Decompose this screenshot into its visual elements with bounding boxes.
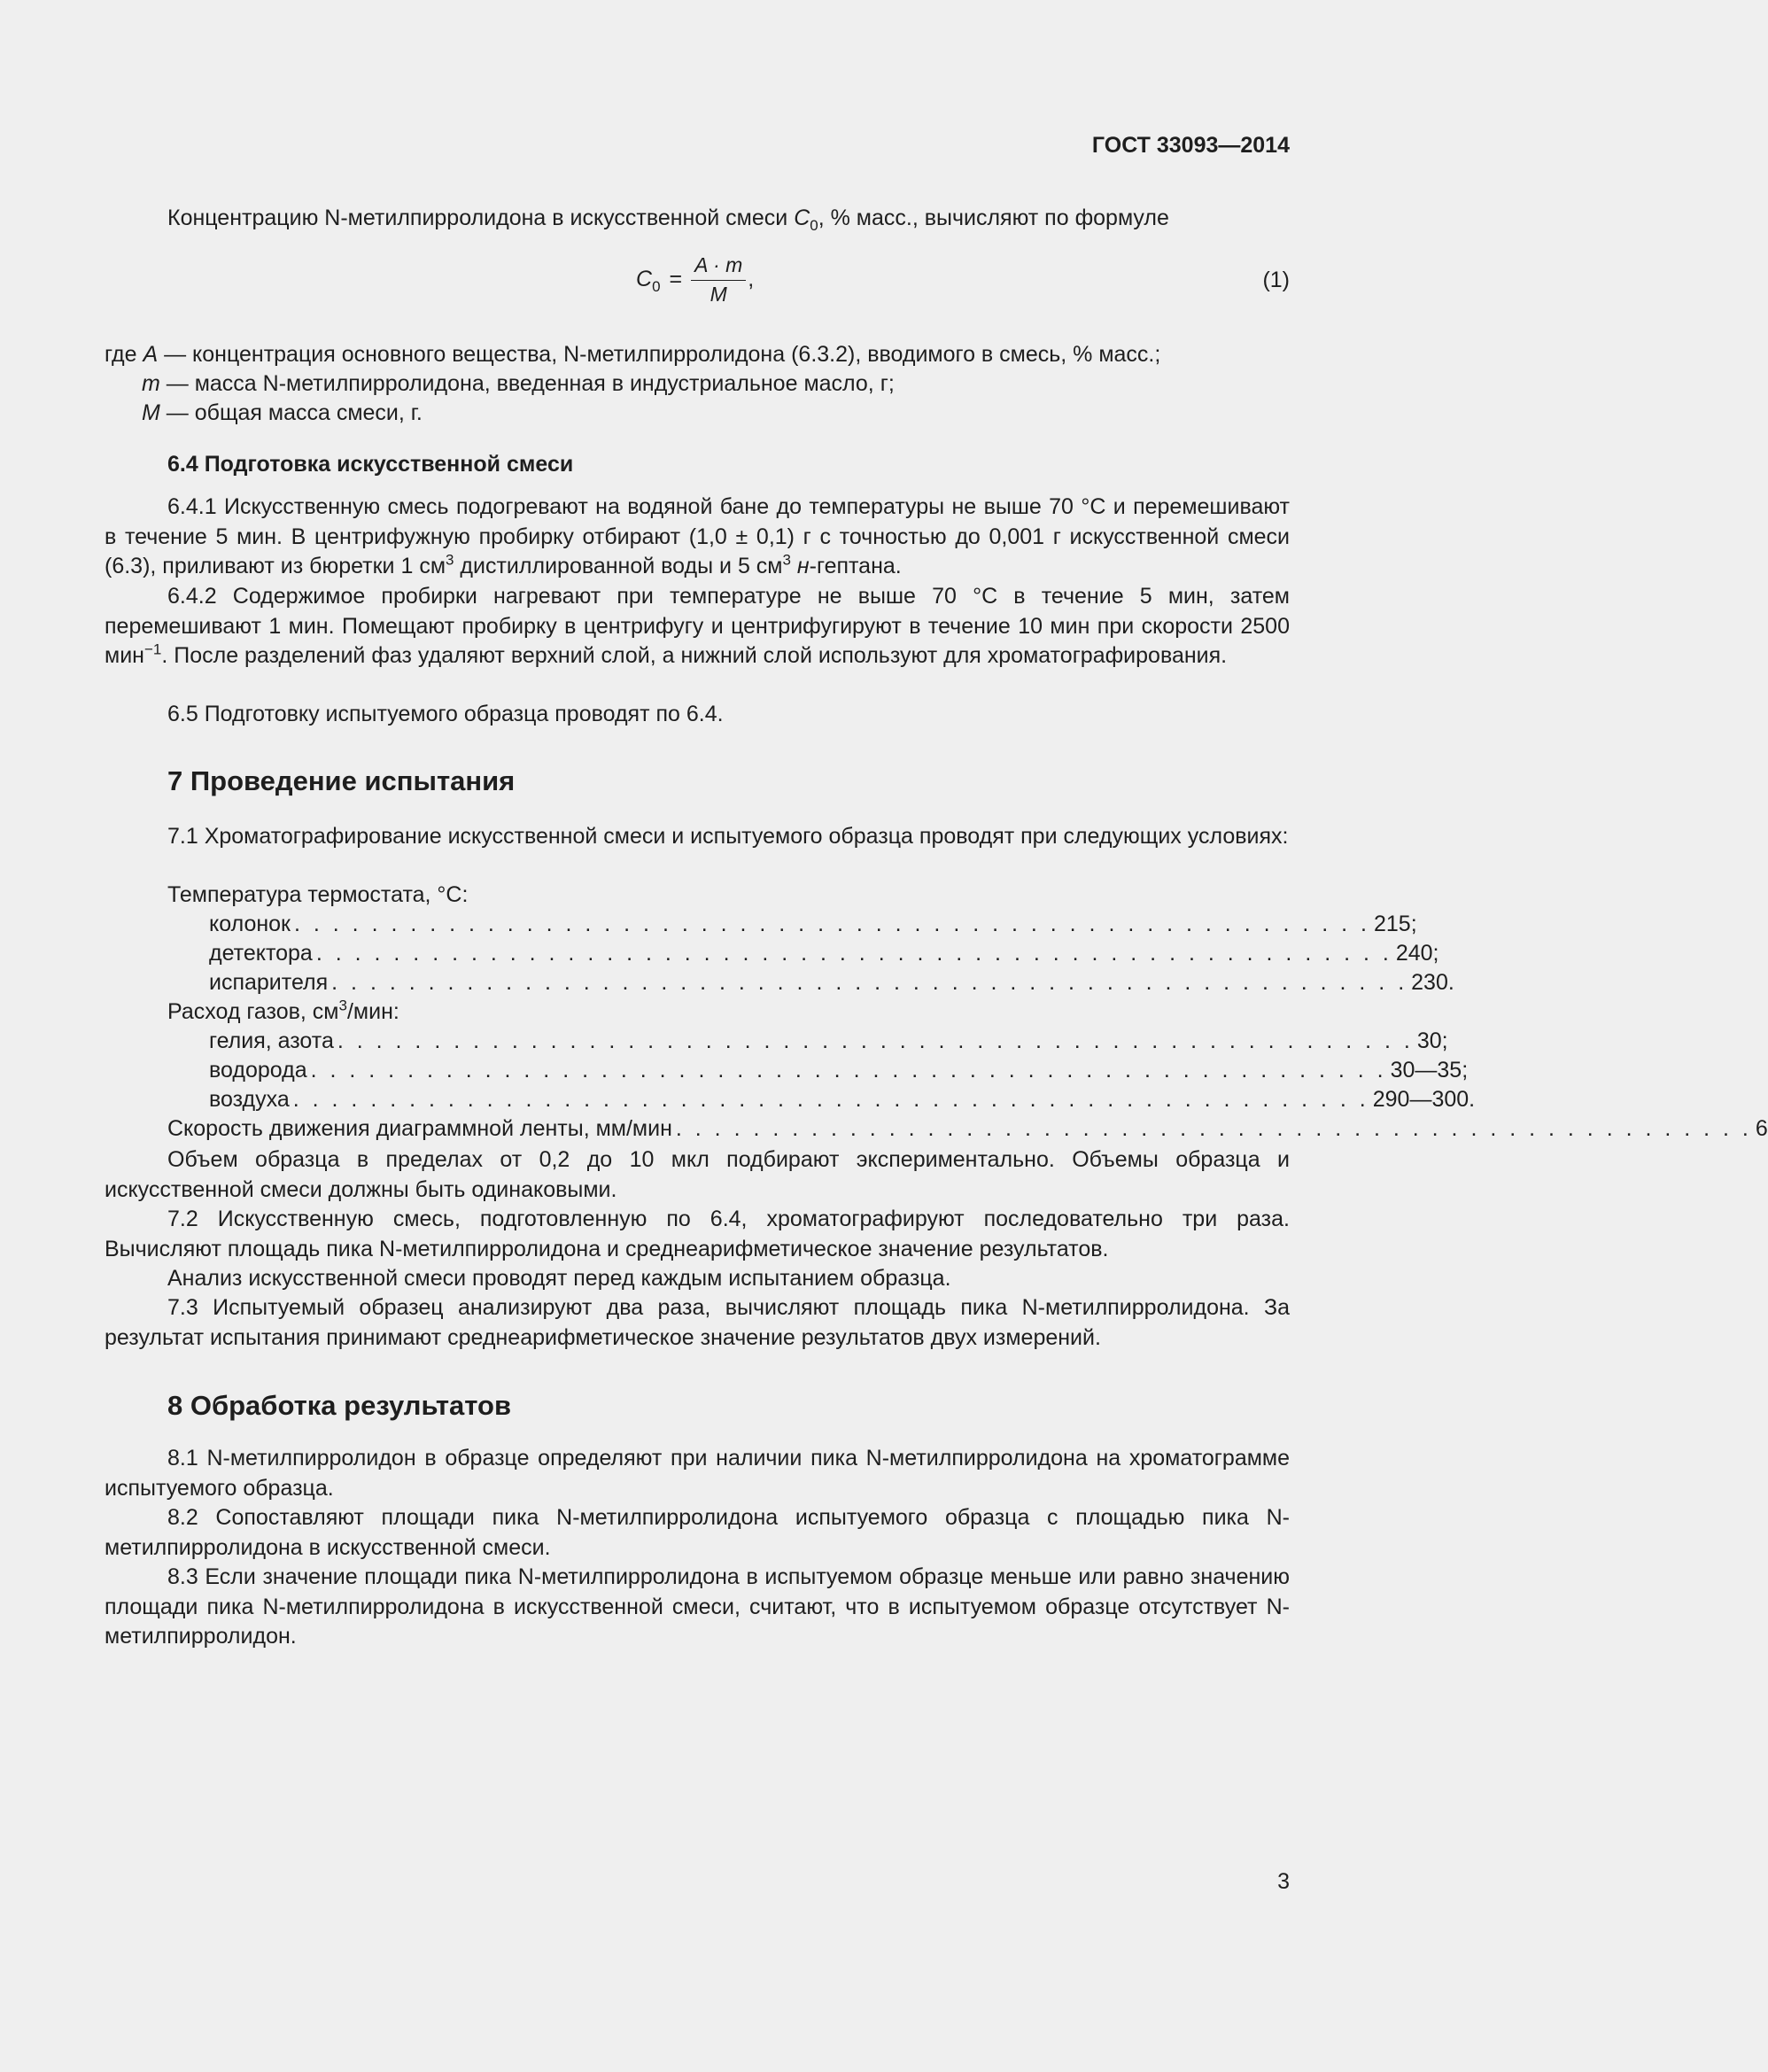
paragraph-6-4-2: 6.4.2 Содержимое пробирки нагревают при температуре не выше 70 °С в течение 5 мин, затем перемешивают 1 мин. Помещают пробирку в центрифугу и центрифугируют в течение 10 мин при скорости 2500 мин$^{-1}$. После разделений фаз удаляют верхний слой, а нижний слой используют для хроматографирования. — [105, 584, 1290, 668]
section-8-heading: 8 Обработка результатов — [167, 1390, 512, 1421]
temp-row-detector: детектора . . . . . . . . . . . . . . . . . . . . . . . . . . . . . . . . . . . . . . . . . . . . . . . . . . . . . . . . 240; — [209, 941, 1439, 966]
intro-var: C — [794, 206, 810, 230]
paragraph-6-4-1: 6.4.1 Искусственную смесь подогревают на водяной бане до температуры не выше 70 °С и перемешивают в течение 5 мин. В центрифужную пробирку отбирают (1,0 ± 0,1) г с точностью до 0,001 г искусственной смеси (6.3), приливают из бюретки 1 $см^3$ дистиллированной воды и 5 $см^3$ н-гептана. — [105, 494, 1290, 578]
temp-row-evaporator: испарителя . . . . . . . . . . . . . . . . . . . . . . . . . . . . . . . . . . . . . . . . . . . . . . . . . . . . . . . . 230. — [209, 970, 1454, 995]
paragraph-7-3: 7.3 Испытуемый образец анализируют два раза, вычисляют площадь пика N-метилпирролидона. За результат испытания принимают среднеарифметическое значение результатов двух измерений. — [105, 1295, 1290, 1350]
where-item-a: где A — концентрация основного вещества, N-метилпирролидона (6.3.2), вводимого в смесь, % масс.; — [105, 342, 1161, 367]
formula-lhs-sub: 0 — [652, 278, 661, 295]
temp-heading: Температура термостата, °С: — [167, 882, 469, 907]
formula-lhs: C — [636, 267, 653, 291]
formula-number: (1) — [1262, 268, 1290, 292]
intro-text-a: Концентрацию N-метилпирролидона в искусственной смеси — [167, 206, 795, 230]
where-item-M: M — общая масса смеси, г. — [142, 400, 423, 425]
intro-text-b: , % масс., вычисляют по формуле — [818, 206, 1169, 230]
formula-equals: = — [669, 267, 683, 291]
document-page — [105, 0, 1768, 2072]
formula-expression — [636, 253, 754, 306]
paragraph-8-1: 8.1 N-метилпирролидон в образце определяют при наличии пика N-метилпирролидона на хроматограмме испытуемого образца. — [105, 1446, 1290, 1501]
temp-row-columns: колонок . . . . . . . . . . . . . . . . . . . . . . . . . . . . . . . . . . . . . . . . . . . . . . . . . . . . . . . . 215; — [209, 912, 1417, 936]
document-code-header: ГОСТ 33093—2014 — [1091, 133, 1290, 158]
page-number: 3 — [1277, 1869, 1290, 1894]
gas-row-helium: гелия, азота . . . . . . . . . . . . . . . . . . . . . . . . . . . . . . . . . . . . . . . . . . . . . . . . . . . . . . . . 30; — [209, 1028, 1448, 1053]
section-7-heading: 7 Проведение испытания — [167, 765, 516, 796]
conditions-list — [105, 881, 1768, 1144]
speed-row: Скорость движения диаграммной ленты, мм/мин . . . . . . . . . . . . . . . . . . . . . . . . . . . . . . . . . . . . . . . . . . . . . . . . . . . . . . . . 6 — [167, 1116, 1768, 1141]
paragraph-8-2: 8.2 Сопоставляют площади пика N-метилпирролидона испытуемого образца с площадью пика N-метилпирролидона в искусственной смеси. — [105, 1505, 1290, 1560]
paragraph-7-2: 7.2 Искусственную смесь, подготовленную по 6.4, хроматографируют последовательно три раза. Вычисляют площадь пика N-метилпирролидона и среднеарифметическое значение результатов. — [105, 1207, 1290, 1261]
where-item-m: m — масса N-метилпирролидона, введенная в индустриальное масло, г; — [142, 371, 895, 396]
formula-1 — [105, 253, 1290, 324]
formula-comma: , — [748, 267, 755, 291]
formula-intro — [105, 204, 1290, 234]
gas-row-hydrogen: водорода . . . . . . . . . . . . . . . . . . . . . . . . . . . . . . . . . . . . . . . . . . . . . . . . . . . . . . . . 30—35; — [209, 1058, 1469, 1083]
gas-heading: Расход газов, $см^3$/мин: — [167, 997, 399, 1024]
paragraph-volume: Объем образца в пределах от 0,2 до 10 мкл подбирают экспериментально. Объемы образца и искусственной смеси должны быть одинаковыми. — [105, 1147, 1290, 1202]
paragraph-6-5: 6.5 Подготовку испытуемого образца проводят по 6.4. — [167, 702, 724, 726]
paragraph-7-1: 7.1 Хроматографирование искусственной смеси и испытуемого образца проводят при следующих условиях: — [167, 824, 1289, 849]
formula-denominator: M — [710, 283, 727, 306]
gas-row-air: воздуха . . . . . . . . . . . . . . . . . . . . . . . . . . . . . . . . . . . . . . . . . . . . . . . . . . . . . . . . 290—300. — [209, 1087, 1476, 1112]
formula-fraction — [691, 253, 746, 306]
paragraph-8-3: 8.3 Если значение площади пика N-метилпирролидона в испытуемом образце меньше или равно значению площади пика N-метилпирролидона в искусственной смеси, считают, что в испытуемом образце отсутствует N-метилпирролидон. — [105, 1564, 1290, 1649]
formula-numerator: A · m — [691, 253, 746, 281]
section-6-4-heading: 6.4 Подготовка искусственной смеси — [167, 452, 574, 477]
paragraph-analysis: Анализ искусственной смеси проводят перед каждым испытанием образца. — [167, 1266, 951, 1291]
intro-var-sub: 0 — [810, 217, 818, 234]
where-block — [105, 340, 1290, 428]
